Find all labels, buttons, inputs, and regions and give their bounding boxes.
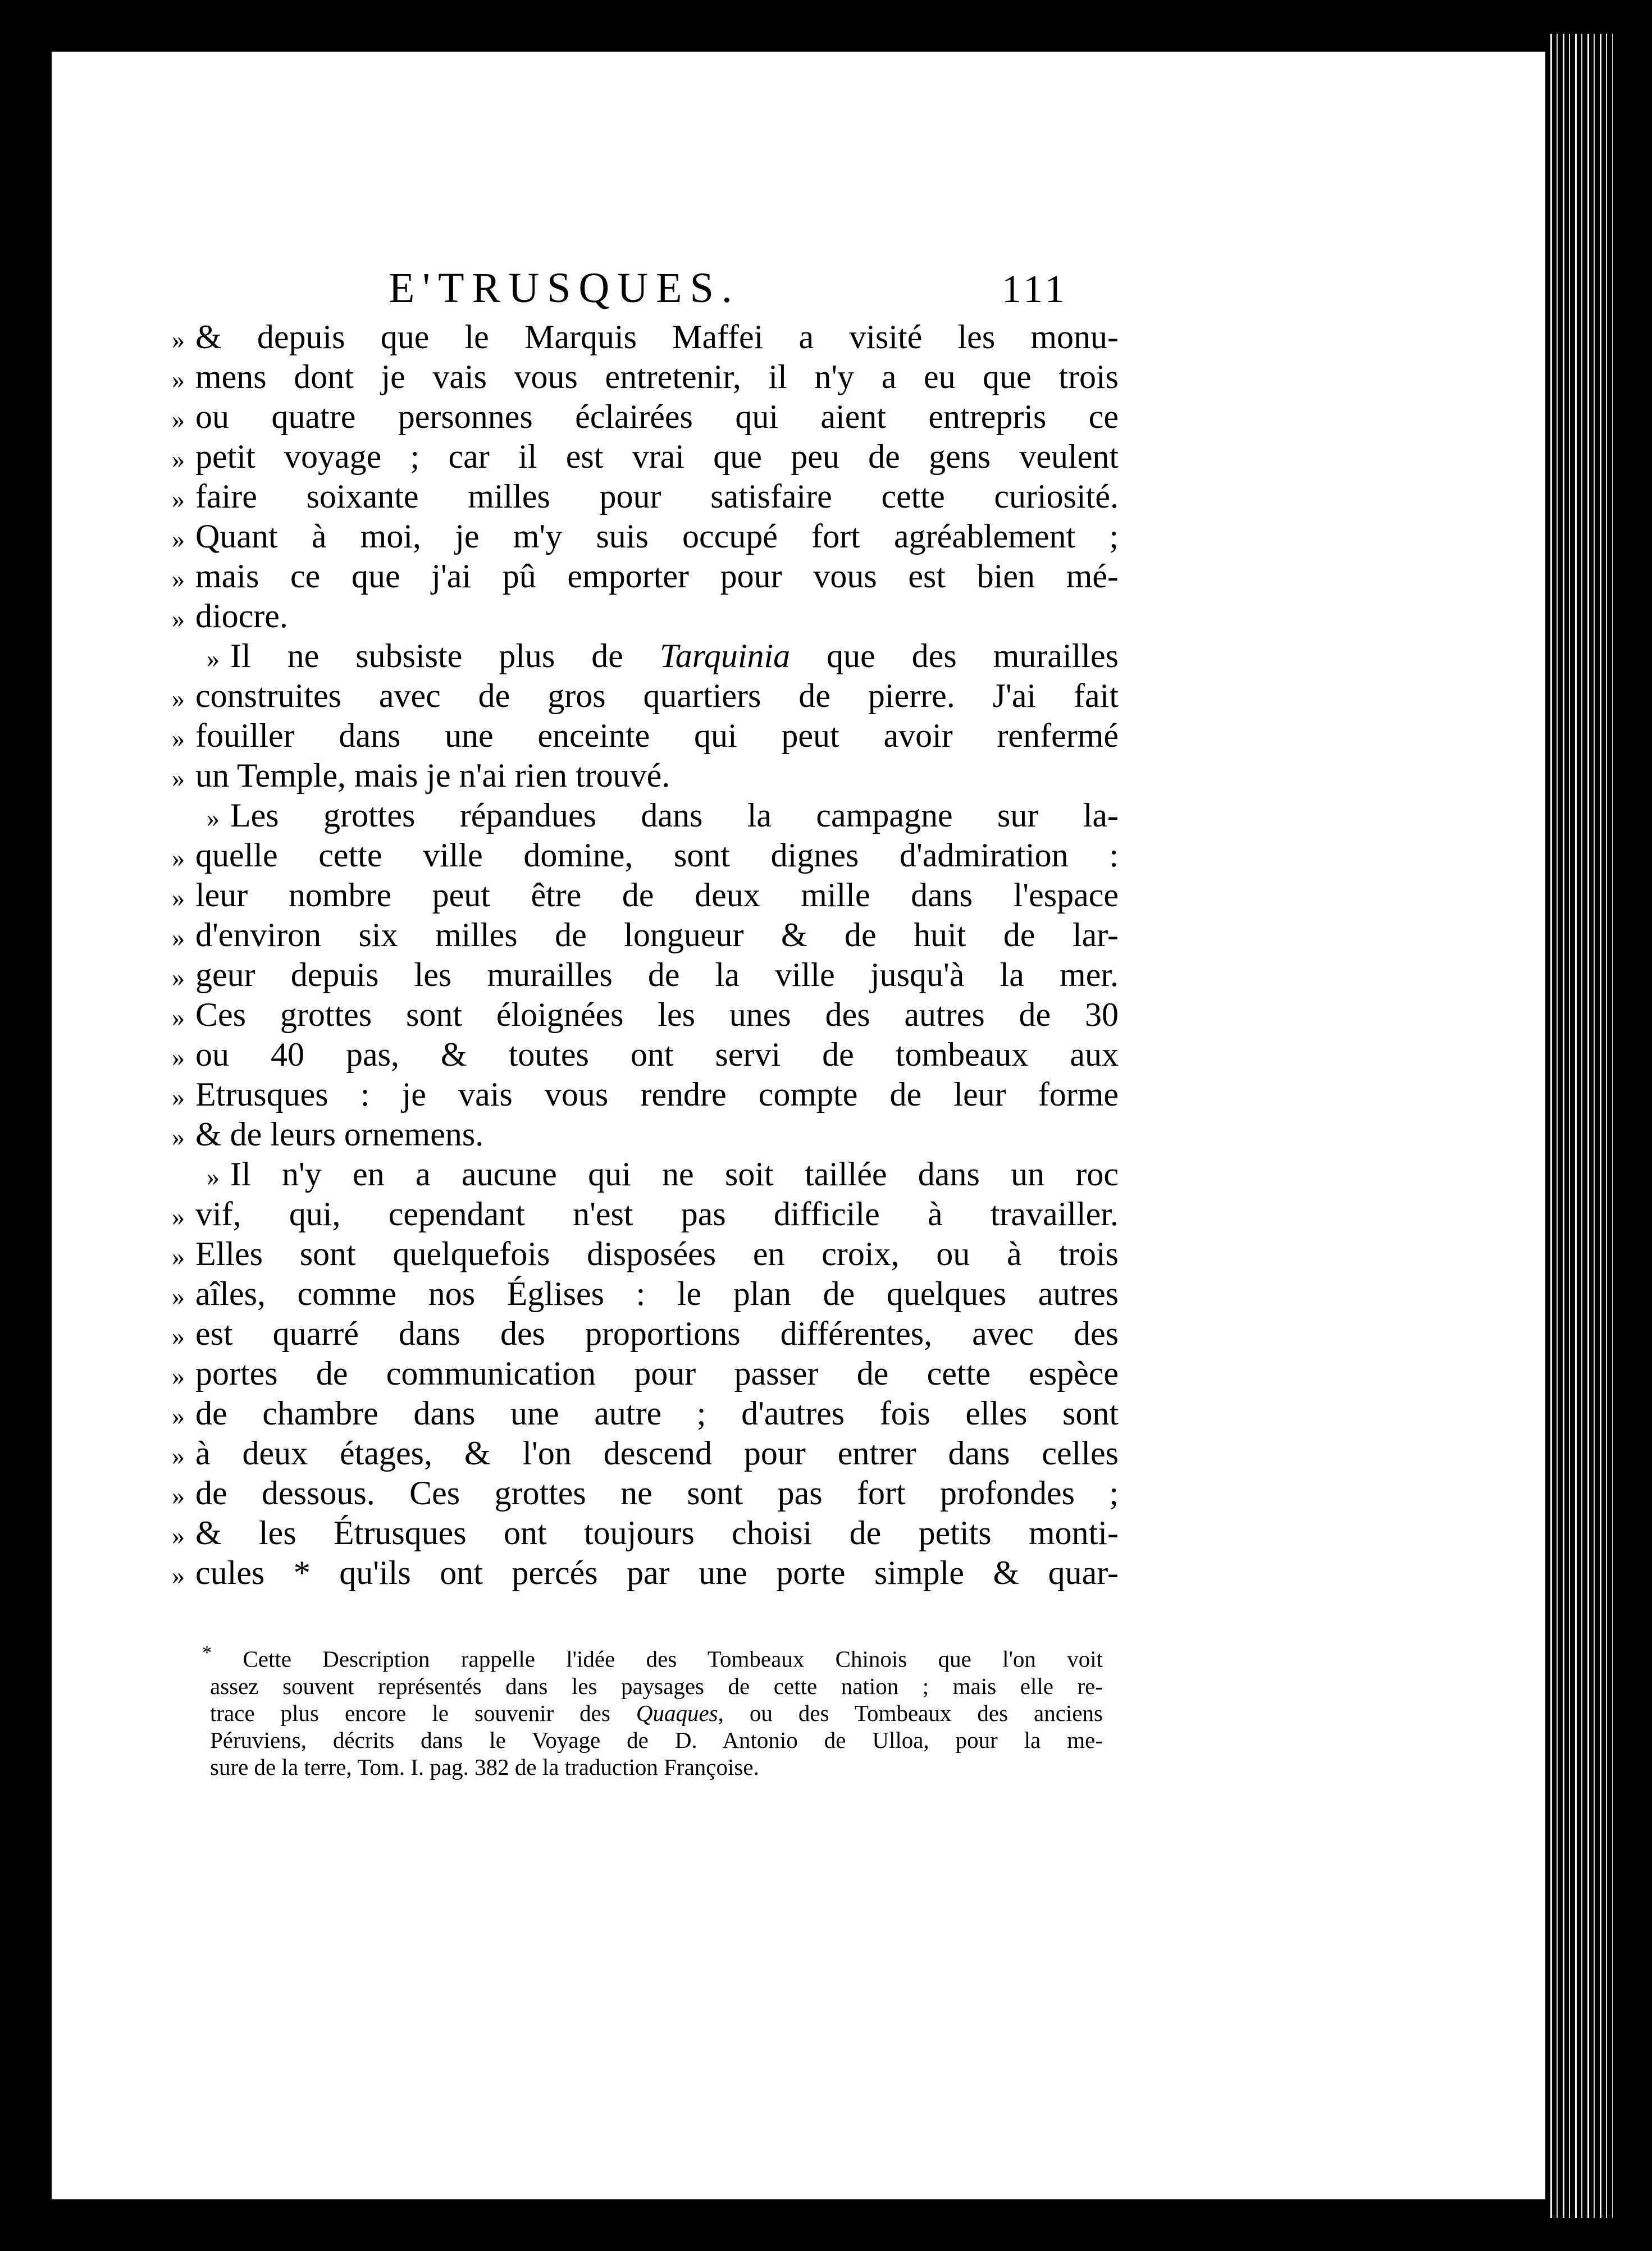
text-line: » construites avec de gros quartiers de pierre. J'ai fait [172, 677, 1119, 714]
text-line: » de chambre dans une autre ; d'autres fois elles sont [172, 1395, 1119, 1432]
footnote-line: sure de la terre, Tom. I. pag. 382 de la traduction Françoise. [210, 1754, 759, 1780]
footnote [202, 1640, 1103, 1780]
text-line: » & depuis que le Marquis Maffei a visité les monu- [172, 318, 1119, 355]
text-line: » Les grottes répandues dans la campagne sur la- [207, 797, 1119, 834]
text-line: » Il ne subsiste plus de Tarquinia que des murailles [207, 637, 1119, 674]
text-line: » Ces grottes sont éloignées les unes des autres de 30 [172, 996, 1119, 1033]
text-line: » est quarré dans des proportions différentes, avec des [172, 1315, 1119, 1352]
text-line: » Etrusques : je vais vous rendre compte de leur forme [172, 1076, 1119, 1113]
text-line: » & les Étrusques ont toujours choisi de petits monti- [172, 1514, 1119, 1551]
text-line: » de dessous. Ces grottes ne sont pas fort profondes ; [172, 1474, 1119, 1512]
running-title: E'TRUSQUES. [389, 264, 740, 312]
text-line: » ou quatre personnes éclairées qui aient entrepris ce [172, 398, 1119, 435]
text-line: » quelle cette ville domine, sont dignes d'admiration : [172, 837, 1119, 874]
text-line: » d'environ six milles de longueur & de huit de lar- [172, 916, 1119, 953]
scanned-page-edge [1545, 34, 1613, 2218]
text-line: » à deux étages, & l'on descend pour entrer dans celles [172, 1435, 1119, 1472]
italic-term: Quaques [636, 1700, 718, 1726]
text-line: » vif, qui, cependant n'est pas difficile à travailler. [172, 1195, 1119, 1232]
text-line: » geur depuis les murailles de la ville jusqu'à la mer. [172, 956, 1119, 993]
footnote-line: trace plus encore le souvenir des Quaques, ou des Tombeaux des anciens [210, 1700, 1103, 1726]
text-line: » faire soixante milles pour satisfaire cette curiosité. [172, 478, 1119, 515]
text-line: » diocre. [172, 597, 288, 634]
book-page [52, 52, 1545, 2199]
text-line: » & de leurs ornemens. [172, 1116, 484, 1153]
text-line: » leur nombre peut être de deux mille dans l'espace [172, 876, 1119, 914]
text-line: » aîles, comme nos Églises : le plan de quelques autres [172, 1275, 1119, 1312]
footnote-marker: * [202, 1642, 212, 1663]
text-line: » ou 40 pas, & toutes ont servi de tombeaux aux [172, 1036, 1119, 1073]
text-line: » cules * qu'ils ont percés par une porte simple & quar- [172, 1554, 1119, 1591]
page-header [52, 264, 1545, 314]
text-line: » mais ce que j'ai pû emporter pour vous est bien mé- [172, 558, 1119, 595]
text-line: » Quant à moi, je m'y suis occupé fort agréablement ; [172, 518, 1119, 555]
footnote-line: * Cette Description rappelle l'idée des Tombeaux Chinois que l'on voit [202, 1642, 1103, 1672]
text-line: » Elles sont quelquefois disposées en croix, ou à trois [172, 1235, 1119, 1272]
text-line: » Il n'y en a aucune qui ne soit taillée dans un roc [207, 1156, 1119, 1193]
body-text [172, 318, 1119, 1594]
italic-place-name: Tarquinia [659, 637, 791, 674]
text-line: » mens dont je vais vous entretenir, il n'y a eu que trois [172, 358, 1119, 395]
text-line: » un Temple, mais je n'ai rien trouvé. [172, 757, 670, 794]
footnote-line: assez souvent représentés dans les paysages de cette nation ; mais elle re- [210, 1673, 1103, 1699]
text-line: » fouiller dans une enceinte qui peut avoir renfermé [172, 717, 1119, 754]
page-number: 111 [1002, 268, 1068, 311]
text-line: » portes de communication pour passer de cette espèce [172, 1355, 1119, 1392]
footnote-line: Péruviens, décrits dans le Voyage de D. Antonio de Ulloa, pour la me- [210, 1727, 1103, 1753]
text-line: » petit voyage ; car il est vrai que peu de gens veulent [172, 438, 1119, 475]
